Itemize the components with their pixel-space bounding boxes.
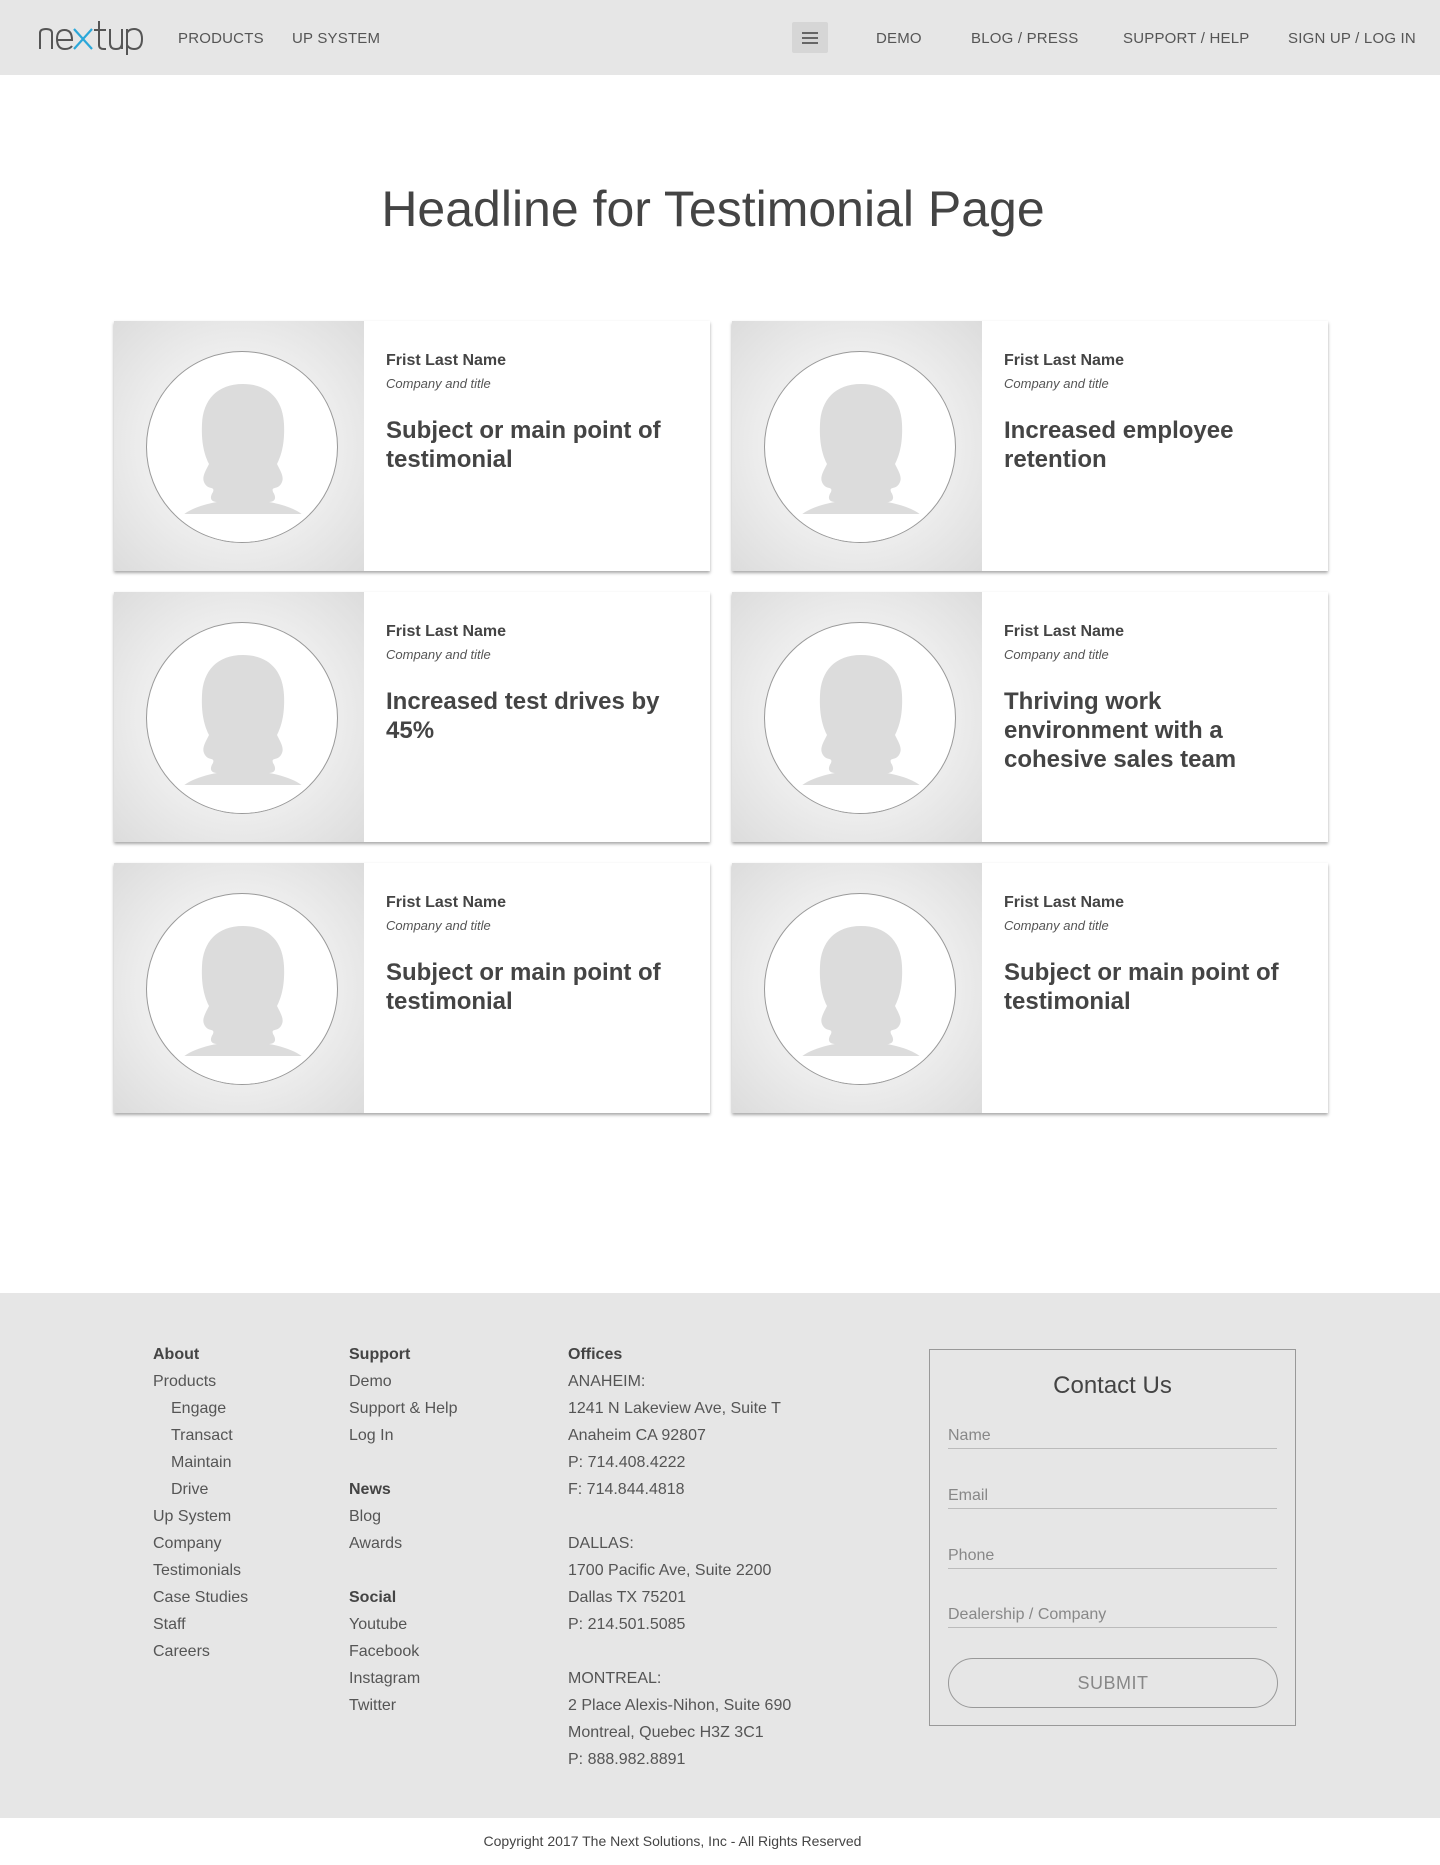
- testimonial-name: Frist Last Name: [1004, 623, 1125, 640]
- office-phone-montreal: P: 888.982.8891: [568, 1751, 686, 1768]
- office-locality-montreal: Montreal, Quebec H3Z 3C1: [568, 1724, 764, 1741]
- avatar-placeholder-icon: [146, 351, 338, 543]
- testimonial-card[interactable]: [114, 592, 710, 842]
- nextup-logo[interactable]: [37, 17, 147, 55]
- testimonial-company: Company and title: [1004, 918, 1109, 933]
- footer-heading-news: News: [349, 1481, 391, 1498]
- footer-link-maintain[interactable]: Maintain: [171, 1454, 232, 1471]
- office-phone-anaheim: P: 714.408.4222: [568, 1454, 686, 1471]
- nav-signup-login[interactable]: SIGN UP / LOG IN: [1288, 30, 1416, 47]
- page-title: Headline for Testimonial Page: [381, 181, 1045, 237]
- testimonial-card[interactable]: [732, 863, 1328, 1113]
- testimonial-subject: Increased test drives by 45%: [386, 688, 660, 744]
- footer-heading-support: Support: [349, 1346, 411, 1363]
- avatar-background: [732, 321, 982, 571]
- avatar-background: [732, 592, 982, 842]
- footer-link-blog[interactable]: Blog: [349, 1508, 382, 1525]
- nav-blog-press[interactable]: BLOG / PRESS: [971, 30, 1079, 47]
- avatar-placeholder-icon: [764, 351, 956, 543]
- footer-link-transact[interactable]: Transact: [171, 1427, 233, 1444]
- footer-link-company[interactable]: Company: [153, 1535, 222, 1552]
- footer-about-column: [153, 1341, 248, 1665]
- testimonial-company: Company and title: [386, 376, 491, 391]
- footer-link-awards[interactable]: Awards: [349, 1535, 403, 1552]
- footer-heading-social: Social: [349, 1589, 397, 1606]
- office-phone-dallas: P: 214.501.5085: [568, 1616, 686, 1633]
- testimonial-company: Company and title: [1004, 647, 1109, 662]
- footer-link-instagram[interactable]: Instagram: [349, 1670, 421, 1687]
- footer-heading-about: About: [153, 1346, 200, 1363]
- contact-form: [929, 1349, 1296, 1726]
- footer-link-staff[interactable]: Staff: [153, 1616, 186, 1633]
- footer-link-engage[interactable]: Engage: [171, 1400, 227, 1417]
- avatar-placeholder-icon: [146, 893, 338, 1085]
- avatar-placeholder-icon: [764, 622, 956, 814]
- testimonial-company: Company and title: [386, 918, 491, 933]
- avatar-background: [114, 592, 364, 842]
- footer-link-products[interactable]: Products: [153, 1373, 217, 1390]
- copyright-text: Copyright 2017 The Next Solutions, Inc - All Rights Reserved: [483, 1833, 862, 1849]
- testimonial-company: Company and title: [386, 647, 491, 662]
- testimonial-name: Frist Last Name: [1004, 894, 1125, 911]
- dealership-company-input[interactable]: [948, 1602, 1277, 1628]
- spacer: [349, 1557, 458, 1584]
- avatar-background: [114, 863, 364, 1113]
- office-city-dallas: DALLAS:: [568, 1535, 634, 1552]
- office-street-montreal: 2 Place Alexis-Nihon, Suite 690: [568, 1697, 792, 1714]
- office-fax-anaheim: F: 714.844.4818: [568, 1481, 685, 1498]
- avatar-background: [732, 863, 982, 1113]
- footer-link-drive[interactable]: Drive: [171, 1481, 209, 1498]
- footer-link-careers[interactable]: Careers: [153, 1643, 210, 1660]
- footer-link-demo[interactable]: Demo: [349, 1373, 392, 1390]
- footer-offices-column: [568, 1341, 791, 1773]
- office-city-anaheim: ANAHEIM:: [568, 1373, 646, 1390]
- spacer: [349, 1449, 458, 1476]
- office-street-anaheim: 1241 N Lakeview Ave, Suite T: [568, 1400, 781, 1417]
- name-input[interactable]: [948, 1423, 1277, 1449]
- office-street-dallas: 1700 Pacific Ave, Suite 2200: [568, 1562, 772, 1579]
- footer-support-column: [349, 1341, 458, 1719]
- testimonial-card[interactable]: [732, 321, 1328, 571]
- testimonial-company: Company and title: [1004, 376, 1109, 391]
- office-city-montreal: MONTREAL:: [568, 1670, 662, 1687]
- top-nav-bar: [0, 0, 1440, 75]
- testimonial-card[interactable]: [732, 592, 1328, 842]
- footer-link-case-studies[interactable]: Case Studies: [153, 1589, 249, 1606]
- hamburger-icon[interactable]: [792, 22, 828, 53]
- testimonial-subject: Increased employee retention: [1004, 417, 1234, 473]
- footer-link-twitter[interactable]: Twitter: [349, 1697, 397, 1714]
- avatar-placeholder-icon: [764, 893, 956, 1085]
- contact-title: Contact Us: [1053, 1372, 1172, 1399]
- footer-link-facebook[interactable]: Facebook: [349, 1643, 420, 1660]
- testimonial-card[interactable]: [114, 863, 710, 1113]
- testimonial-subject: Subject or main point of testimonial: [386, 959, 661, 1015]
- nav-support-help[interactable]: SUPPORT / HELP: [1123, 30, 1250, 47]
- testimonial-subject: Subject or main point of testimonial: [386, 417, 661, 473]
- footer-heading-offices: Offices: [568, 1346, 623, 1363]
- footer-link-login[interactable]: Log In: [349, 1427, 394, 1444]
- spacer: [568, 1638, 791, 1665]
- testimonial-name: Frist Last Name: [386, 352, 507, 369]
- testimonial-card[interactable]: [114, 321, 710, 571]
- avatar-background: [114, 321, 364, 571]
- email-input[interactable]: [948, 1483, 1277, 1509]
- footer-link-youtube[interactable]: Youtube: [349, 1616, 408, 1633]
- footer-link-up-system[interactable]: Up System: [153, 1508, 232, 1525]
- testimonial-subject: Subject or main point of testimonial: [1004, 959, 1279, 1015]
- spacer: [568, 1503, 791, 1530]
- submit-button[interactable]: SUBMIT: [948, 1658, 1278, 1708]
- office-locality-anaheim: Anaheim CA 92807: [568, 1427, 706, 1444]
- testimonial-subject: Thriving work environment with a cohesive sales team: [1004, 688, 1237, 773]
- footer-link-support-help[interactable]: Support & Help: [349, 1400, 458, 1417]
- nav-demo[interactable]: DEMO: [876, 30, 922, 47]
- nav-up-system[interactable]: UP SYSTEM: [292, 30, 381, 47]
- office-locality-dallas: Dallas TX 75201: [568, 1589, 686, 1606]
- nav-products[interactable]: PRODUCTS: [178, 30, 264, 47]
- testimonial-name: Frist Last Name: [386, 894, 507, 911]
- testimonial-name: Frist Last Name: [1004, 352, 1125, 369]
- avatar-placeholder-icon: [146, 622, 338, 814]
- phone-input[interactable]: [948, 1543, 1277, 1569]
- testimonial-name: Frist Last Name: [386, 623, 507, 640]
- footer-link-testimonials[interactable]: Testimonials: [153, 1562, 242, 1579]
